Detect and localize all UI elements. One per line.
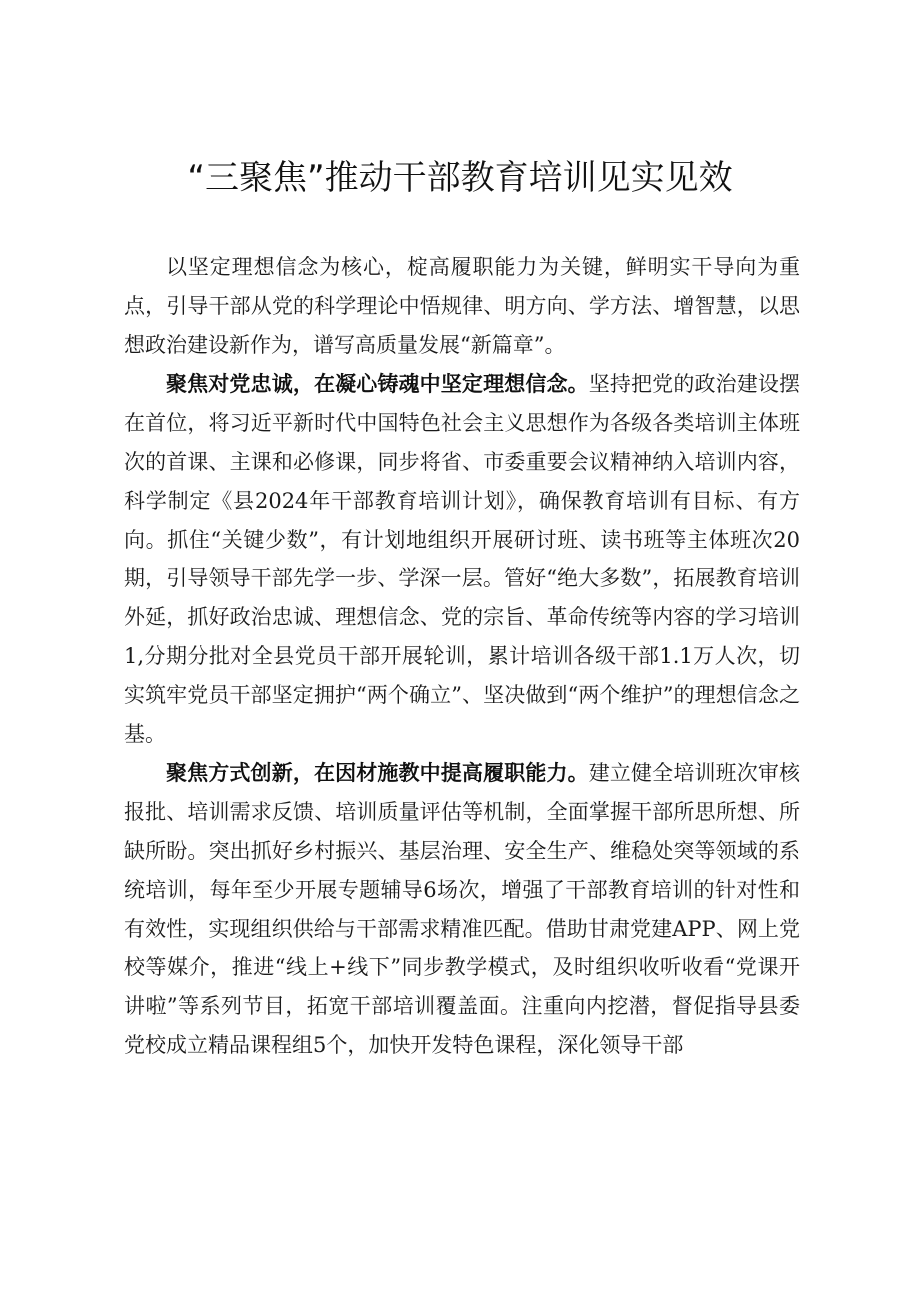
paragraph-text: 建立健全培训班次审核报批、培训需求反馈、培训质量评估等机制，全面掌握干部所思所想、所缺所盼。突出抓好乡村振兴、基层治理、安全生产、维稳处突等领域的系统培训，每年至少开展专题辅导6场次，增强了干部教育培训的针对性和有效性，实现组织供给与干部需求精准匹配。借助甘肃党建APP、网上党校等媒介，推进“线上+线下”同步教学模式，及时组织收听收看“党课开讲啦”等系列节目，拓宽干部培训覆盖面。注重向内挖潜，督促指导县委党校成立精品课程组5个，加快开发特色课程，深化领导干部 [124, 761, 801, 1057]
paragraph-loyalty [124, 365, 800, 753]
paragraph-text: 以坚定理想信念为核心，椗高履职能力为关键，鲜明实干导向为重点，引导干部从党的科学理论中悟规律、明方向、学方法、增智慧，以思想政治建设新作为，谱写高质量发展“新篇章”。 [124, 255, 800, 357]
paragraph-text: 坚持把党的政治建设摆在首位，将习近平新时代中国特色社会主义思想作为各级各类培训主体班次的首课、主课和必修课，同步将省、市委重要会议精神纳入培训内容，科学制定《县2024年干部教育培训计划》，确保教育培训有目标、有方向。抓住“关键少数”，有计划地组织开展研讨班、读书班等主体班次20期，引导领导干部先学一步、学深一层。管好“绝大多数”，拓展教育培训外延，抓好政治忠诚、理想信念、党的宗旨、革命传统等内容的学习培训1,分期分批对全县党员干部开展轮训，累计培训各级干部1.1万人次，切实筑牢党员干部坚定拥护“两个确立”、坚决做到“两个维护”的理想信念之基。 [124, 372, 801, 746]
paragraph-innovation [124, 754, 800, 1064]
paragraph-lead: 聚焦对党忠诚，在凝心铸魂中坚定理想信念。 [166, 371, 589, 397]
paragraph-lead: 聚焦方式创新，在因材施教中提高履职能力。 [166, 760, 589, 786]
document-title: “三聚焦”推动干部教育培训见实见效 [187, 158, 733, 198]
document-body [124, 248, 800, 1065]
paragraph-intro [124, 248, 800, 364]
